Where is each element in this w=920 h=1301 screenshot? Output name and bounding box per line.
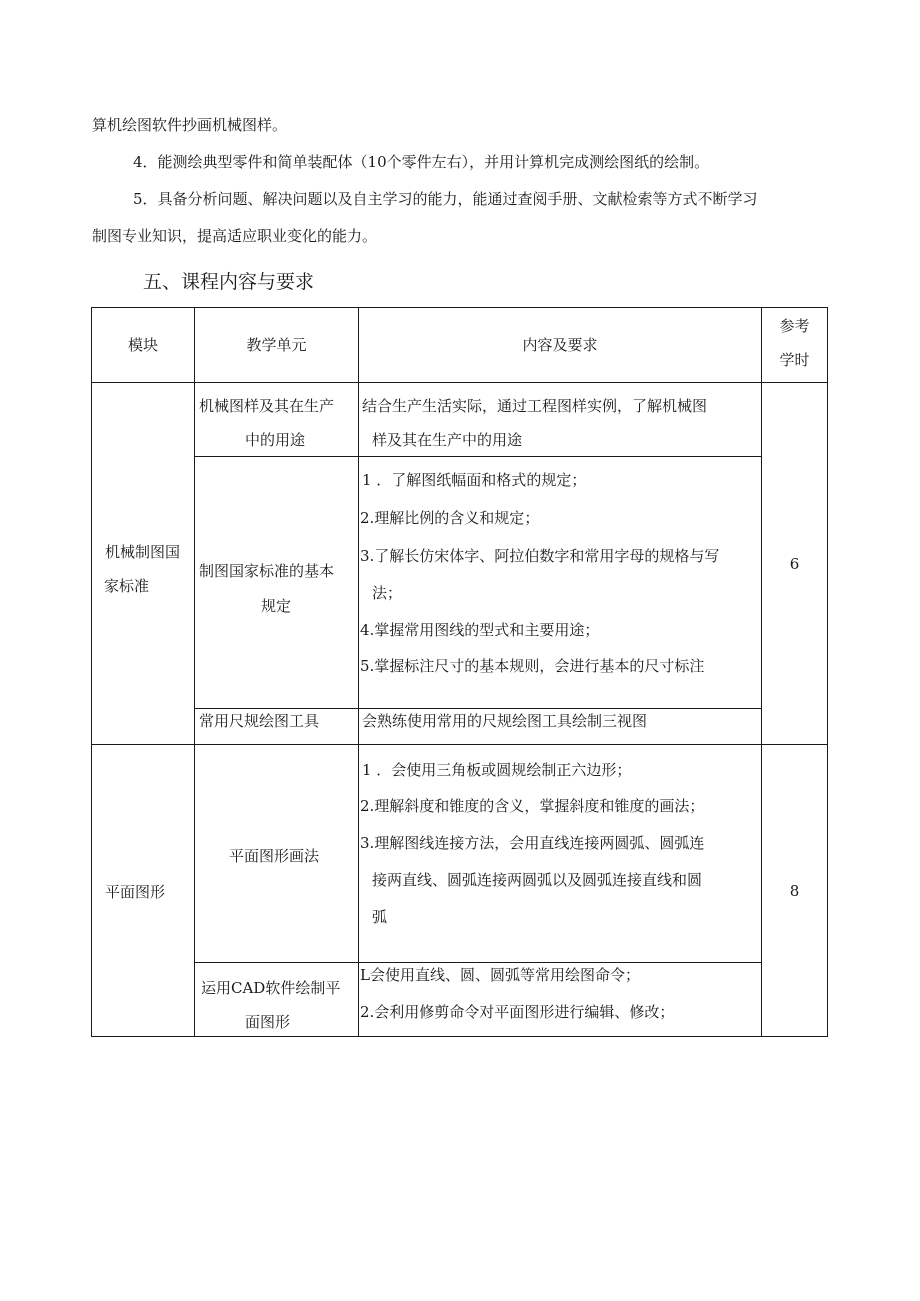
module-2-hours: [762, 745, 827, 1036]
unit-1-3-content-line: 会熟练使用常用的尺规绘图工具绘制三视图: [362, 712, 648, 730]
module-1-name-line-2: 家标准: [104, 577, 150, 595]
paragraph-item-5-line-2: 制图专业知识，提高适应职业变化的能力。: [92, 227, 378, 245]
header-module: [92, 308, 194, 382]
section-title: 五、课程内容与要求: [143, 271, 315, 293]
unit-1-1-content-line: 结合生产生活实际，通过工程图样实例，了解机械图: [362, 397, 708, 415]
unit-1-2-content-line: 4.掌握常用图线的型式和主要用途；: [360, 621, 600, 639]
header-row-divider: [91, 382, 828, 383]
header-content: [359, 308, 761, 382]
unit-divider-2: [194, 708, 762, 709]
unit-1-2-content-line: 1 ．了解图纸幅面和格式的规定；: [362, 471, 587, 489]
unit-1-2-content-line: 3.了解长仿宋体字、阿拉伯数字和常用字母的规格与写: [360, 547, 720, 565]
unit-2-2-content-line: 2.会利用修剪命令对平面图形进行编辑、修改；: [360, 1003, 675, 1021]
unit-2-1-content-line: 3.理解图线连接方法，会用直线连接两圆弧、圆弧连: [360, 834, 705, 852]
paragraph-continuation: 算机绘图软件抄画机械图样。: [92, 116, 288, 134]
header-hours-line-2: 学时: [779, 351, 810, 369]
header-hours-line-1: 参考: [779, 317, 810, 335]
module-1-name-line-1: 机械制图国: [105, 543, 181, 561]
unit-2-1-name: 平面图形画法: [229, 847, 320, 865]
module-2-hours-value: 8: [789, 881, 800, 900]
unit-2-2-name-line-2: 面图形: [245, 1013, 291, 1031]
header-content-label: 内容及要求: [522, 336, 598, 354]
unit-1-1-name-line-1: 机械图样及其在生产: [199, 397, 335, 415]
header-hours: [762, 308, 827, 382]
module-1-hours-value: 6: [789, 554, 800, 573]
unit-2-2-name-line-1: 运用CAD软件绘制平: [201, 979, 341, 997]
unit-divider-1: [194, 456, 762, 457]
unit-1-2-name-line-1: 制图国家标准的基本: [199, 562, 335, 580]
unit-divider-3: [194, 962, 762, 963]
header-unit-label: 教学单元: [246, 336, 307, 354]
table-border-right: [827, 307, 828, 1037]
unit-2-2-content-line: L会使用直线、圆、圆弧等常用绘图命令；: [360, 966, 640, 984]
header-unit: [195, 308, 358, 382]
col-divider-1: [194, 307, 195, 1037]
unit-1-1-content-line: 样及其在生产中的用途: [372, 431, 523, 449]
unit-1-2-content-line: 5.掌握标注尺寸的基本规则，会进行基本的尺寸标注: [360, 657, 705, 675]
unit-1-2-name-line-2: 规定: [261, 597, 292, 615]
col-divider-2: [358, 307, 359, 1037]
unit-2-1-content-line: 弧: [372, 908, 388, 926]
unit-1-2-content-line: 法；: [372, 584, 403, 602]
unit-1-1-name-line-2: 中的用途: [245, 431, 306, 449]
module-2-name: 平面图形: [105, 883, 166, 901]
unit-2-1-content-line: 接两直线、圆弧连接两圆弧以及圆弧连接直线和圆: [372, 871, 703, 889]
paragraph-item-4: 4．能测绘典型零件和简单装配体（10个零件左右），并用计算机完成测绘图纸的绘制。: [133, 153, 710, 171]
unit-1-2-content-line: 2.理解比例的含义和规定；: [360, 509, 540, 527]
paragraph-item-5-line-1: 5．具备分析问题、解决问题以及自主学习的能力，能通过查阅手册、文献检索等方式不断学习: [133, 190, 758, 208]
unit-2-1-content-line: 1 ．会使用三角板或圆规绘制正六边形；: [362, 761, 632, 779]
table-border-left: [91, 307, 92, 1037]
module-divider: [91, 744, 828, 745]
unit-1-3-name: 常用尺规绘图工具: [199, 712, 320, 730]
module-1-hours: [762, 383, 827, 744]
table-border-bottom: [91, 1036, 828, 1037]
unit-2-1-content-line: 2.理解斜度和锥度的含义，掌握斜度和锥度的画法；: [360, 797, 705, 815]
header-module-label: 模块: [127, 336, 158, 354]
